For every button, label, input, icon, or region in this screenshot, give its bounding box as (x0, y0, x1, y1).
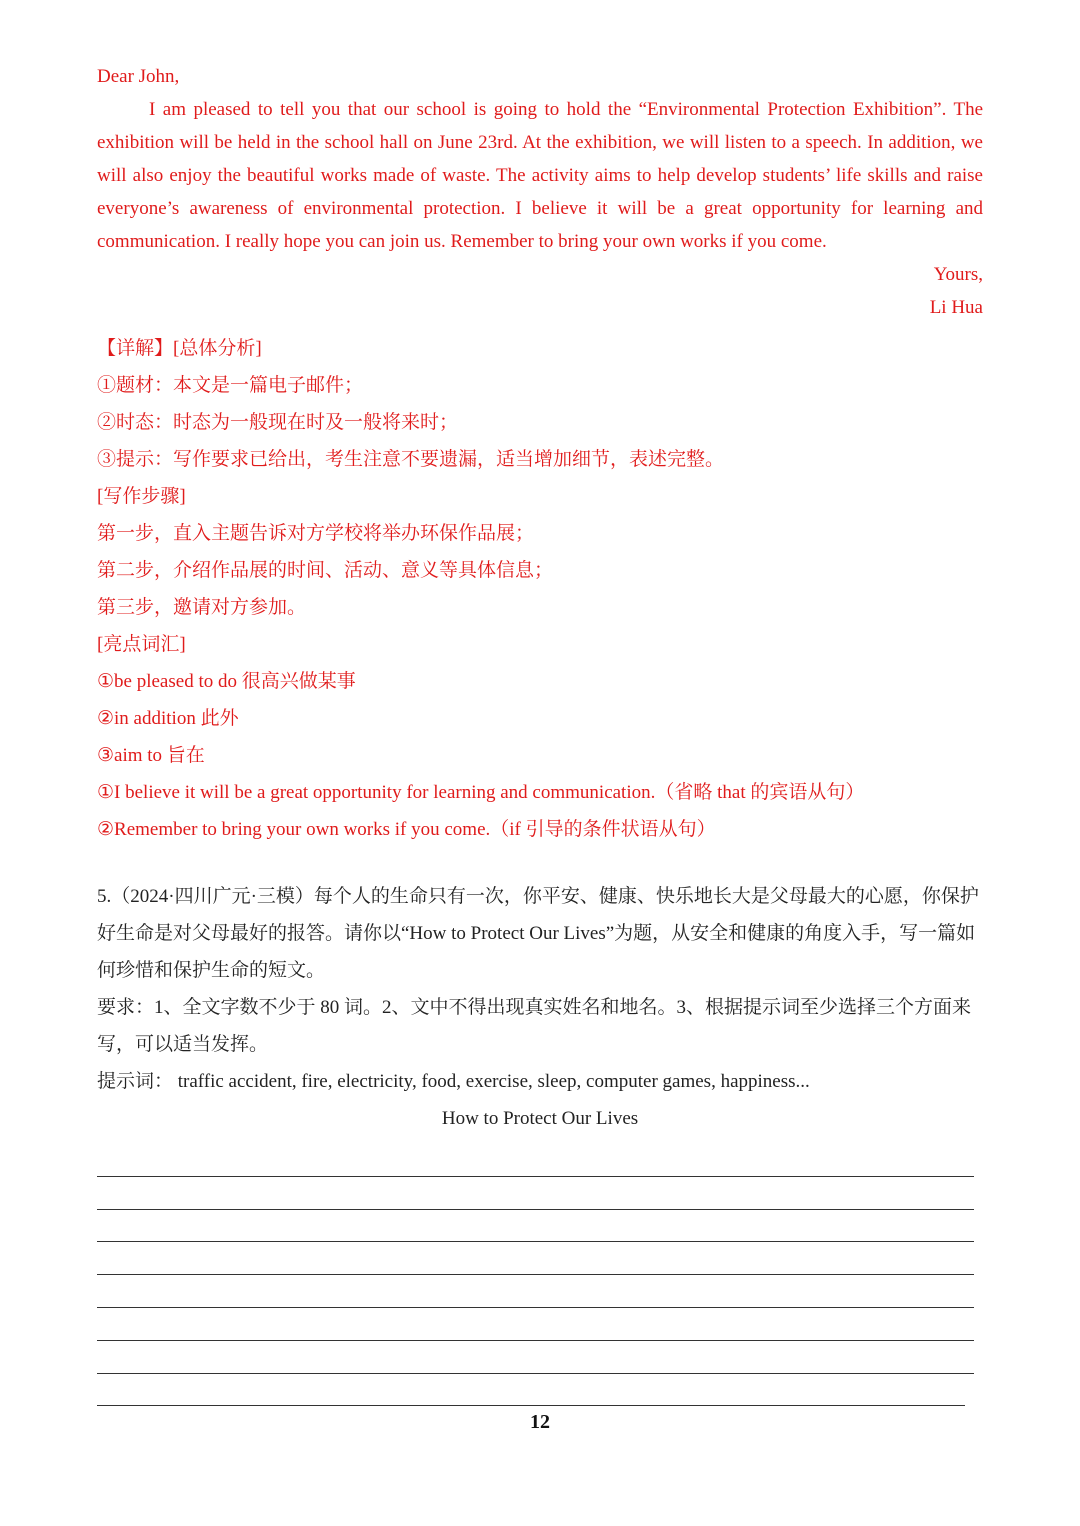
answer-line[interactable] (97, 1308, 974, 1341)
essay-title: How to Protect Our Lives (441, 1108, 639, 1129)
answer-line[interactable] (97, 1374, 965, 1407)
analysis-section (97, 330, 983, 848)
letter-signature: Li Hua (929, 297, 983, 318)
letter-salutation: Dear John, (97, 66, 180, 87)
analysis-point: ②时态：时态为一般现在时及一般将来时； (97, 412, 459, 433)
question-requirements: 要求：1、全文字数不少于 80 词。2、文中不得出现真实姓名和地名。3、根据提示词至少选择三个方面来写，可以适当发挥。 (97, 997, 972, 1055)
analysis-heading: 【详解】[总体分析] (97, 338, 262, 359)
answer-line[interactable] (97, 1144, 974, 1177)
question-prompt: 5.（2024·四川广元·三模）每个人的生命只有一次，你平安、健康、快乐地长大是父母最大的心愿，你保护好生命是对父母最好的报答。请你以“How to Protect Our Lives”为题，从安全和健康的角度入手，写一篇如何珍惜和保护生命的短文。 (97, 886, 979, 981)
analysis-point: ①题材：本文是一篇电子邮件； (97, 375, 364, 396)
answer-line[interactable] (97, 1177, 974, 1210)
vocab-item: ①be pleased to do 很高兴做某事 (97, 671, 356, 692)
vocab-item: ②in addition 此外 (97, 708, 239, 729)
question-hints: 提示词： traffic accident, fire, electricity, food, exercise, sleep, computer games, happiness... (97, 1071, 810, 1092)
writing-step: 第二步，介绍作品展的时间、活动、意义等具体信息； (97, 560, 554, 581)
analysis-point: ③提示：写作要求已给出，考生注意不要遗漏，适当增加细节，表述完整。 (97, 449, 725, 470)
writing-step: 第一步，直入主题告诉对方学校将举办环保作品展； (97, 523, 535, 544)
vocab-heading: [亮点词汇] (97, 634, 186, 655)
answer-line[interactable] (97, 1275, 974, 1308)
highlight-sentence: ①I believe it will be a great opportunity for learning and communication.（省略 that 的宾语从句） (97, 782, 865, 803)
answer-line[interactable] (97, 1341, 974, 1374)
answer-line[interactable] (97, 1210, 974, 1243)
vocab-item: ③aim to 旨在 (97, 745, 205, 766)
answer-line[interactable] (97, 1242, 974, 1275)
page-content (97, 60, 983, 1406)
writing-step: 第三步，邀请对方参加。 (97, 597, 307, 618)
steps-heading: [写作步骤] (97, 486, 186, 507)
page-number: 12 (530, 1411, 550, 1433)
highlight-sentence: ②Remember to bring your own works if you come.（if 引导的条件状语从句） (97, 819, 716, 840)
answer-lines (97, 1144, 974, 1406)
question-section (97, 878, 983, 1406)
letter-closing: Yours, (933, 264, 983, 285)
letter-body: I am pleased to tell you that our school is going to hold the “Environmental Protection Exhibition”. The exhibition will be held in the school hall on June 23rd. At the exhibition, we will listen to a speech. In addition, we will also enjoy the beautiful works made of waste. The activity aims to help develop students’ life skills and raise everyone’s awareness of environmental protection. I believe it will be a great opportunity for learning and communication. I really hope you can join us. Remember to bring your own works if you come. (97, 99, 983, 252)
sample-letter (97, 60, 983, 324)
